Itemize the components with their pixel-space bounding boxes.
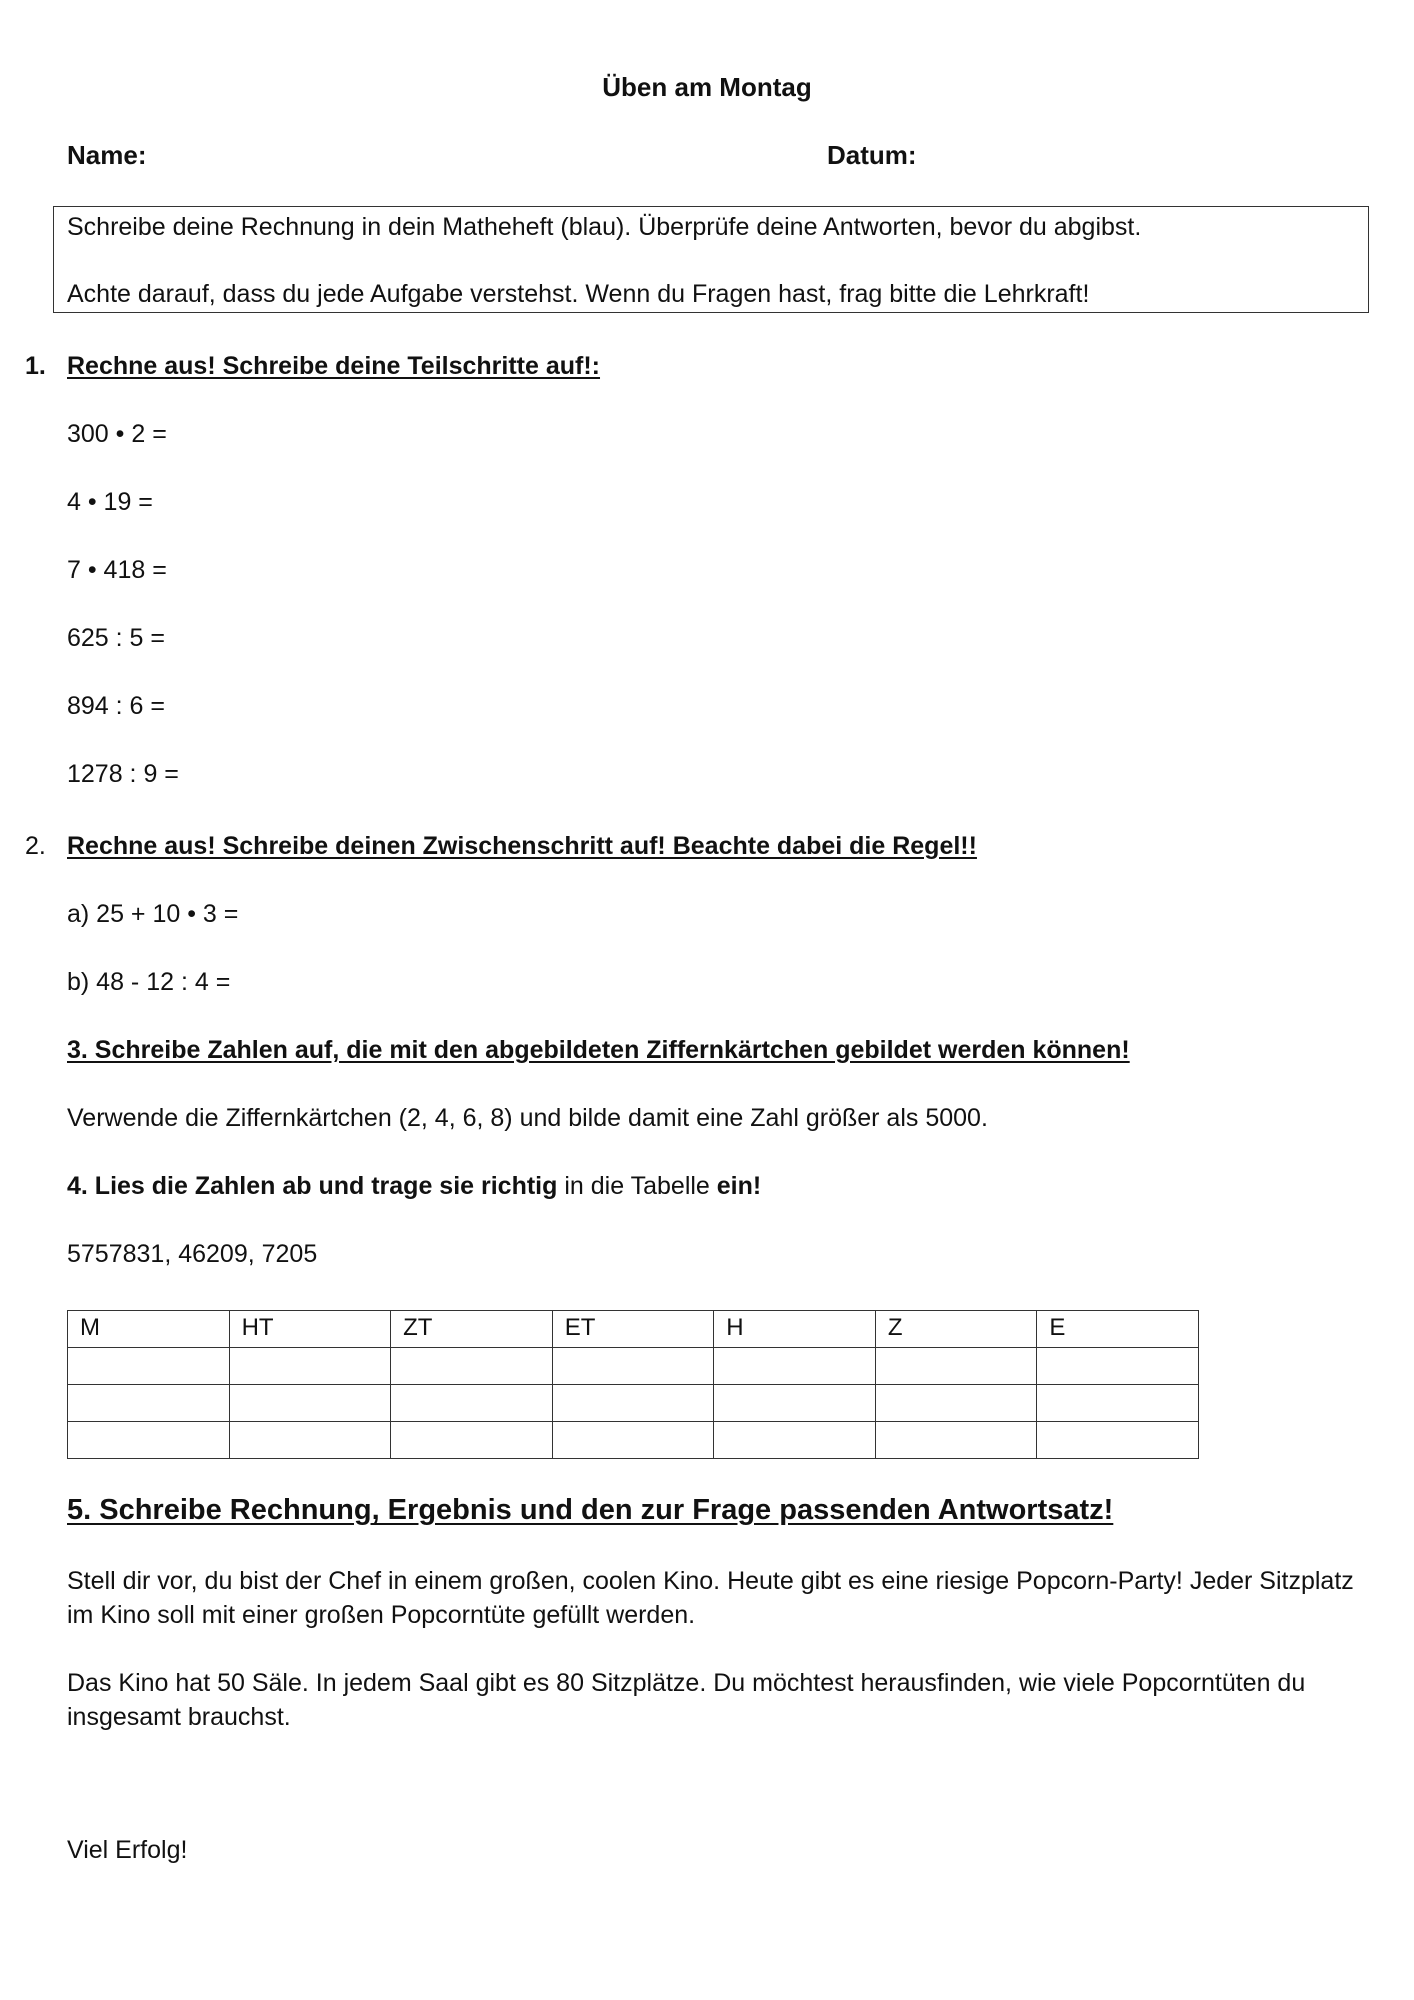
table-cell[interactable] [68, 1348, 230, 1385]
task2-heading: Rechne aus! Schreibe deinen Zwischenschritt auf! Beachte dabei die Regel!! [67, 832, 977, 860]
table-cell[interactable] [229, 1422, 391, 1459]
table-header-cell: HT [229, 1311, 391, 1348]
task1-item-4: 625 : 5 = [67, 624, 165, 652]
table-cell[interactable] [875, 1422, 1037, 1459]
table-cell[interactable] [68, 1422, 230, 1459]
table-cell[interactable] [1037, 1348, 1199, 1385]
table-header-row [68, 1311, 1199, 1348]
table-cell[interactable] [714, 1348, 876, 1385]
task4-heading-part1: 4. Lies die Zahlen ab und trage sie richtig [67, 1172, 558, 1200]
task5-paragraph-2: Das Kino hat 50 Säle. In jedem Saal gibt es 80 Sitzplätze. Du möchtest herausfinden, wie viele Popcorntüten du insgesamt brauchst. [67, 1669, 1306, 1731]
table-row [68, 1385, 1199, 1422]
task1-item-5: 894 : 6 = [67, 692, 165, 720]
table-header-cell: E [1037, 1311, 1199, 1348]
table-cell[interactable] [552, 1385, 714, 1422]
table-cell[interactable] [1037, 1422, 1199, 1459]
table-cell[interactable] [68, 1385, 230, 1422]
task2-number: 2. [25, 832, 46, 860]
instructions-line-2: Achte darauf, dass du jede Aufgabe verstehst. Wenn du Fragen hast, frag bitte die Lehrkraft! [67, 280, 1090, 308]
table-cell[interactable] [714, 1385, 876, 1422]
page-title: Üben am Montag [602, 72, 812, 102]
task4-heading [67, 1174, 761, 1199]
date-label: Datum: [827, 140, 917, 170]
task2-item-b: b) 48 - 12 : 4 = [67, 968, 231, 996]
table-cell[interactable] [391, 1385, 553, 1422]
place-value-table [67, 1310, 1199, 1459]
table-cell[interactable] [391, 1348, 553, 1385]
task1-item-2: 4 • 19 = [67, 488, 153, 516]
task1-heading: Rechne aus! Schreibe deine Teilschritte auf!: [67, 352, 601, 380]
table-row [68, 1348, 1199, 1385]
table-cell[interactable] [229, 1385, 391, 1422]
instructions-line-1: Schreibe deine Rechnung in dein Matheheft (blau). Überprüfe deine Antworten, bevor du abgibst. [67, 213, 1142, 241]
table-row [68, 1422, 1199, 1459]
table-cell[interactable] [552, 1348, 714, 1385]
task1-number: 1. [25, 352, 46, 380]
table-cell[interactable] [229, 1348, 391, 1385]
table-cell[interactable] [714, 1422, 876, 1459]
closing-text: Viel Erfolg! [67, 1836, 188, 1864]
task3-heading: 3. Schreibe Zahlen auf, die mit den abgebildeten Ziffernkärtchen gebildet werden können! [67, 1036, 1130, 1064]
task1-item-1: 300 • 2 = [67, 420, 167, 448]
name-label: Name: [67, 140, 147, 170]
table-cell[interactable] [1037, 1385, 1199, 1422]
table-header-cell: M [68, 1311, 230, 1348]
task1-item-3: 7 • 418 = [67, 556, 167, 584]
task4-heading-part2: in die Tabelle [557, 1172, 717, 1200]
task1-item-6: 1278 : 9 = [67, 760, 179, 788]
table-header-cell: ET [552, 1311, 714, 1348]
task5-heading: 5. Schreibe Rechnung, Ergebnis und den zur Frage passenden Antwortsatz! [67, 1494, 1114, 1526]
table-cell[interactable] [552, 1422, 714, 1459]
table-header-cell: Z [875, 1311, 1037, 1348]
task4-numbers: 5757831, 46209, 7205 [67, 1240, 318, 1268]
table-header-cell: H [714, 1311, 876, 1348]
table-header-cell: ZT [391, 1311, 553, 1348]
table-cell[interactable] [875, 1348, 1037, 1385]
task3-text: Verwende die Ziffernkärtchen (2, 4, 6, 8) und bilde damit eine Zahl größer als 5000. [67, 1104, 988, 1132]
task4-heading-part3: ein! [716, 1172, 762, 1200]
task2-item-a: a) 25 + 10 • 3 = [67, 900, 239, 928]
table-cell[interactable] [391, 1422, 553, 1459]
task5-paragraph-1: Stell dir vor, du bist der Chef in einem großen, coolen Kino. Heute gibt es eine riesige Popcorn-Party! Jeder Sitzplatz im Kino soll mit einer großen Popcorntüte gefüllt werden. [67, 1567, 1354, 1629]
table-cell[interactable] [875, 1385, 1037, 1422]
